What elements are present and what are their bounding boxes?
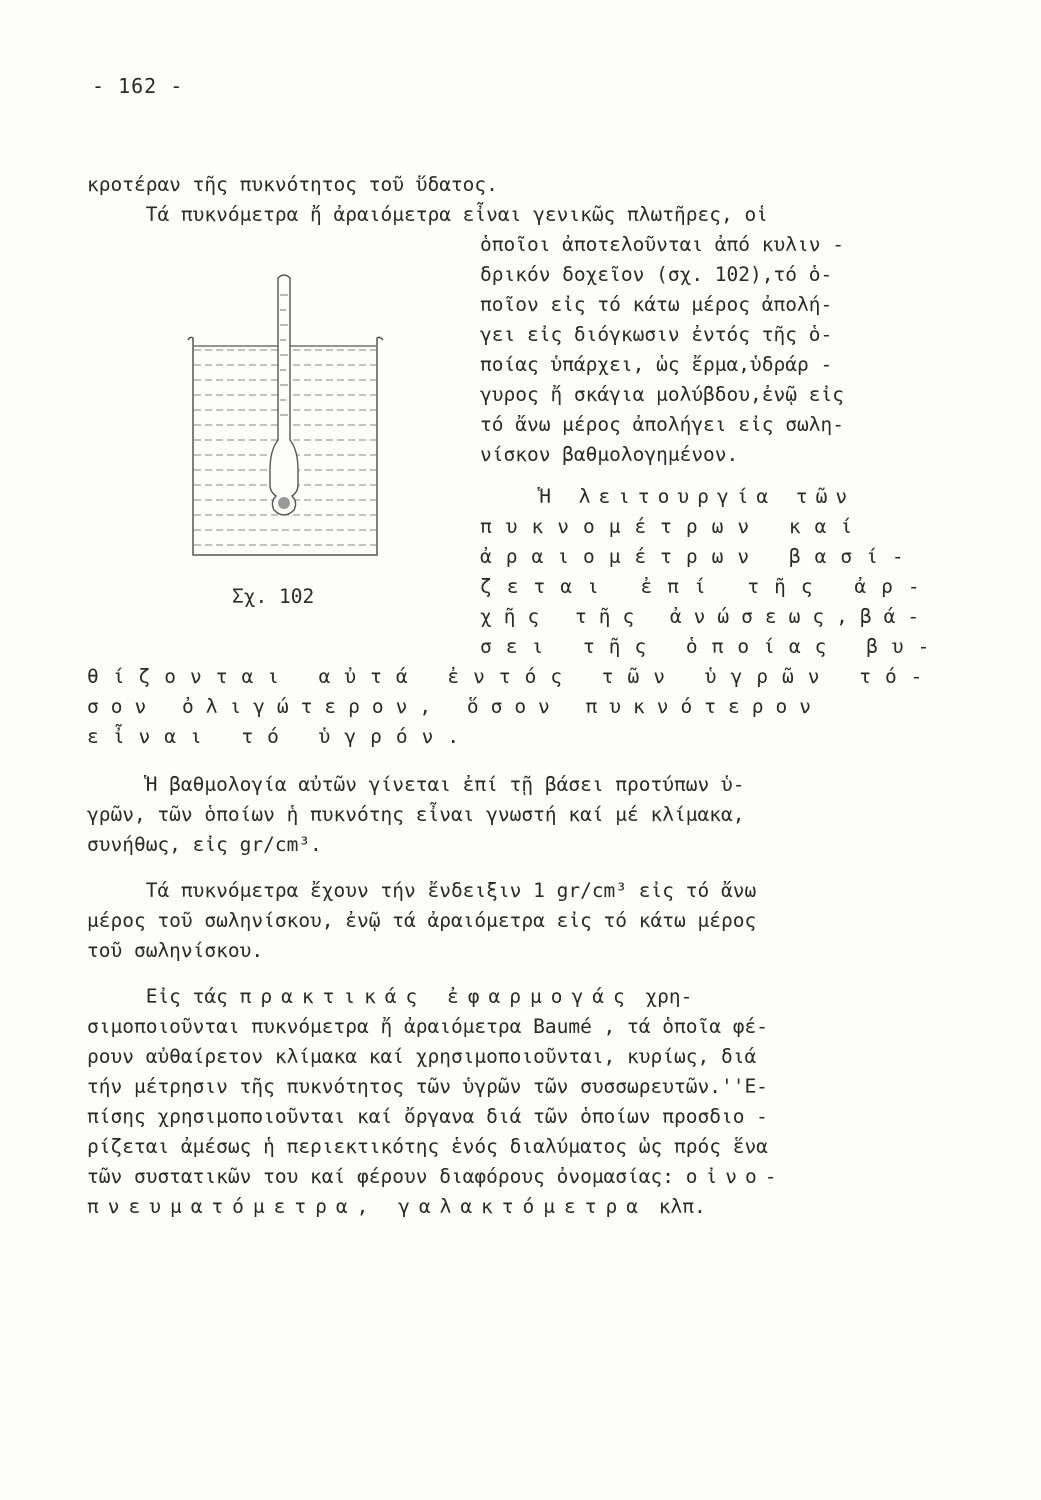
text-line: ρουν αὐθαίρετον κλίμακα καί χρησιμοποιοῦνται, κυρίως, διά [87, 1045, 757, 1068]
text-line: τῶν συστατικῶν του καί φέρουν διαφόρους ὀνομασίας: οἰνο- [87, 1165, 785, 1188]
text-line: Τά πυκνόμετρα ἔχουν τήν ἔνδειξιν 1 gr/cm³ εἰς τό ἄνω [87, 879, 757, 902]
text-line: συνήθως, εἰς gr/cm³. [87, 833, 322, 856]
text-line: θίζονται αὐτά ἐντός τῶν ὑγρῶν τό- [87, 665, 937, 688]
text-line: Τά πυκνόμετρα ἤ ἀραιόμετρα εἶναι γενικῶς πλωτῆρες, οἱ [87, 203, 768, 226]
text-line: πυκνομέτρων καί [480, 515, 867, 538]
text-line: τοῦ σωληνίσκου. [87, 939, 264, 962]
text-line: ποῖον εἰς τό κάτω μέρος ἀπολή- [480, 293, 833, 316]
text-line: τό ἄνω μέρος ἀπολήγει εἰς σωλη- [480, 413, 844, 436]
text-line: Ἡ βαθμολογία αὐτῶν γίνεται ἐπί τῇ βάσει προτύπων ὑ- [87, 773, 745, 796]
text-line: σον ὀλιγώτερον, ὅσον πυκνότερον [87, 695, 823, 718]
text-line: ποίας ὑπάρχει, ὡς ἔρμα,ὑδράρ - [480, 353, 833, 376]
text-line: γει εἰς διόγκωσιν ἐντός τῆς ὁ- [480, 323, 833, 346]
page-number: - 162 - [92, 74, 184, 98]
text-line: πνευματόμετρα, γαλακτόμετρα κλπ. [87, 1195, 706, 1218]
text-line: γυρος ἤ σκάγια μολύβδου,ἐνῷ εἰς [480, 383, 844, 406]
text-line: κροτέραν τῆς πυκνότητος τοῦ ὕδατος. [87, 173, 498, 196]
text-line: γρῶν, τῶν ὁποίων ἡ πυκνότης εἶναι γνωστή καί μέ κλίμακα, [87, 803, 745, 826]
text-line: Εἰς τάς πρακτικάς ἐφαρμογάς χρη- [87, 985, 693, 1008]
text-line: τήν μέτρησιν τῆς πυκνότητος τῶν ὑγρῶν τῶν συσσωρευτῶν.''Ε- [87, 1075, 768, 1098]
text-line: Ἡ λειτουργία τῶν [480, 485, 856, 508]
text-line: ρίζεται ἀμέσως ἡ περιεκτικότης ἑνός διαλύματος ὡς πρός ἕνα [87, 1135, 768, 1158]
text-line: εἶναι τό ὑγρόν. [87, 725, 474, 748]
text-line: ὁποῖοι ἀποτελοῦνται ἀπό κυλιν - [480, 233, 844, 256]
text-line: σει τῆς ὁποίας βυ- [480, 635, 944, 658]
text-line: νίσκον βαθμολογημένον. [480, 443, 739, 466]
text-line: μέρος τοῦ σωληνίσκου, ἐνῷ τά ἀραιόμετρα εἰς τό κάτω μέρος [87, 909, 757, 932]
figure-caption: Σχ. 102 [232, 585, 315, 608]
text-line: ζεται ἐπί τῆς ἀρ- [480, 575, 935, 598]
text-line: πίσης χρησιμοποιοῦνται καί ὄργανα διά τῶν ὁποίων προσδιο - [87, 1105, 768, 1128]
text-line: ἀραιομέτρων βασί- [480, 545, 918, 568]
text-line: χῆς τῆς ἀνώσεως,βά- [480, 605, 932, 628]
text-line: σιμοποιοῦνται πυκνόμετρα ἤ ἀραιόμετρα Baumé , τά ὁποῖα φέ- [87, 1015, 768, 1038]
text-line: δρικόν δοχεῖον (σχ. 102),τό ὁ- [480, 263, 833, 286]
hydrometer-in-beaker-illustration [180, 270, 390, 570]
